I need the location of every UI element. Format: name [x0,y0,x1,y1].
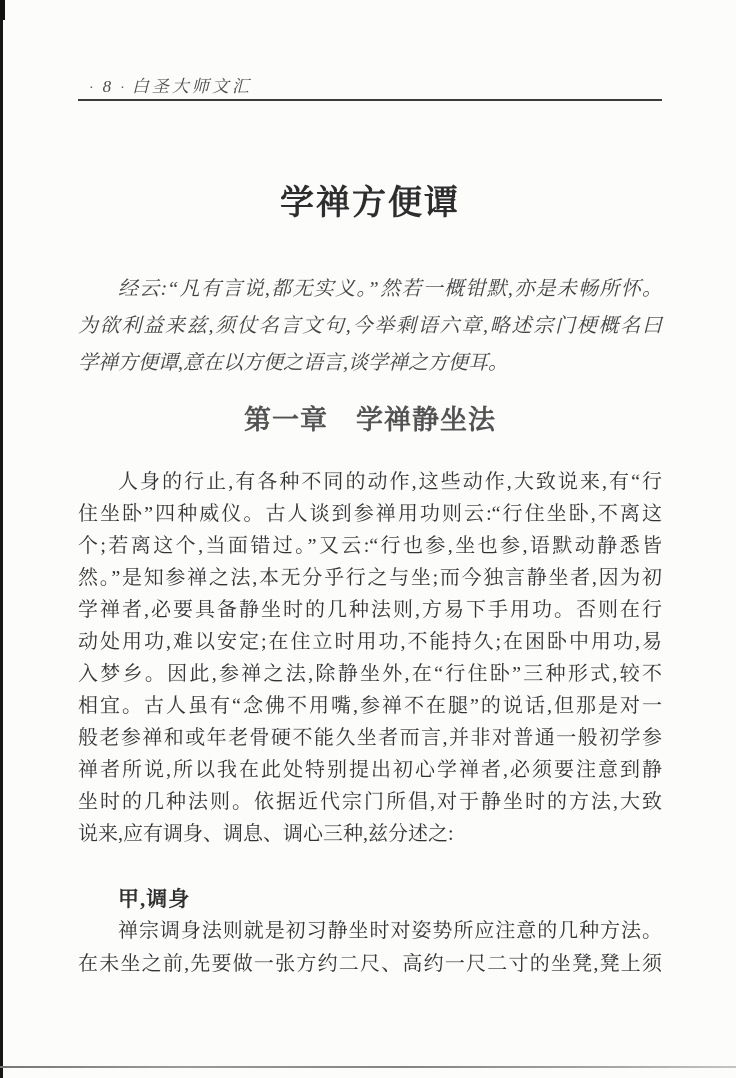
book-title: 白圣大师文汇 [131,77,252,96]
text-line: 坐时的几种法则。依据近代宗门所倡,对于静坐时的方法,大致 [78,791,662,813]
text-line: 说来,应有调身、调息、调心三种,兹分述之: [78,823,454,845]
article-title: 学禅方便谭 [280,185,460,222]
scan-top-left-corner-mark [0,0,5,20]
text-line: 个;若离这个,当面错过。”又云:“行也参,坐也参,语默动静悉皆 [78,535,662,557]
text-line: 学禅方便谭,意在以方便之语言,谈学禅之方便耳。 [78,352,508,374]
text-line: 禅宗调身法则就是初习静坐时对姿势所应注意的几种方法。 [118,920,662,942]
text-line: 禅者所说,所以我在此处特别提出初心学禅者,必须要注意到静 [78,759,662,781]
text-line: 相宜。古人虽有“念佛不用嘴,参禅不在腿”的说话,但那是对一 [78,695,662,717]
text-line: 入梦乡。因此,参禅之法,除静坐外,在“行住卧”三种形式,较不 [78,663,662,685]
chapter-heading: 第一章 学禅静坐法 [244,405,496,435]
scan-bottom-edge-line [0,1066,736,1068]
text-line: 人身的行止,有各种不同的动作,这些动作,大致说来,有“行 [118,471,662,493]
section-heading: 甲,调身 [118,887,191,911]
scan-left-edge-line [0,0,3,1078]
header-right-dot: · [120,81,128,96]
header-rule [78,99,662,101]
text-line: 为欲利益来兹,须仗名言文句,今举剩语六章,略述宗门梗概名曰 [78,315,662,337]
text-line: 住坐卧”四种威仪。古人谈到参禅用功则云:“行住坐卧,不离这 [78,503,662,525]
text-line: 在未坐之前,先要做一张方约二尺、高约一尺二寸的坐凳,凳上须 [78,953,662,975]
running-header [85,72,585,97]
chapter-paragraph [78,466,662,850]
text-line: 然。”是知参禅之法,本无分乎行之与坐;而今独言静坐者,因为初 [78,567,662,589]
text-line: 学禅者,必要具备静坐时的几种法则,方易下手用功。否则在行 [78,599,662,621]
header-left-dot: · [89,81,97,96]
text-line: 动处用功,难以安定;在住立时用功,不能持久;在困卧中用功,易 [78,631,662,653]
section-paragraph [78,915,662,981]
page-number: 8 [102,77,115,96]
text-line: 般老参禅和或年老骨硬不能久坐者而言,并非对普通一般初学参 [78,727,662,749]
intro-paragraph [78,271,662,382]
text-line: 经云:“凡有言说,都无实义。”然若一概钳默,亦是未畅所怀。 [118,278,662,300]
